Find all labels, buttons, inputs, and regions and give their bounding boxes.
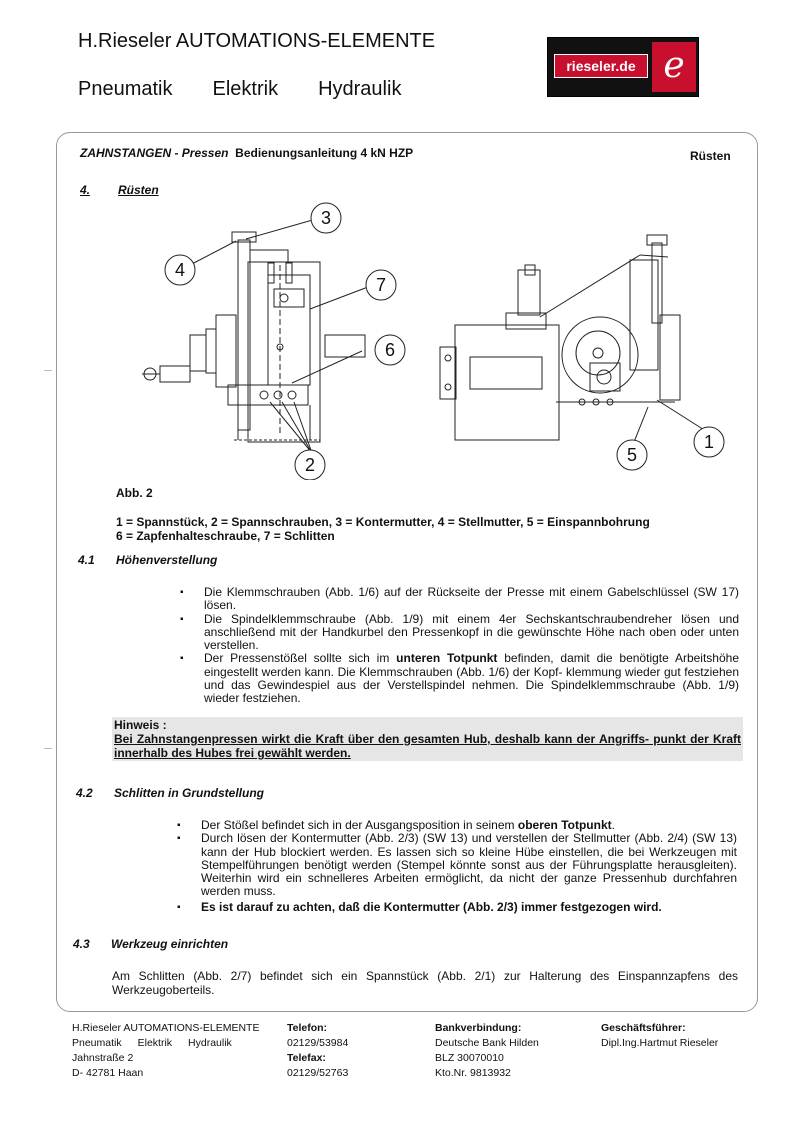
footer-bank-name: Deutsche Bank Hilden bbox=[435, 1037, 539, 1049]
footer-bank bbox=[435, 1021, 539, 1081]
footer-gf-label: Geschäftsführer: bbox=[601, 1022, 686, 1034]
figure-legend bbox=[116, 515, 650, 543]
footer-tel-label: Telefon: bbox=[287, 1022, 328, 1034]
list-item bbox=[180, 652, 739, 705]
footer-fax: 02129/52763 bbox=[287, 1067, 349, 1079]
document-title bbox=[80, 146, 413, 160]
company-name: H.Rieseler AUTOMATIONS-ELEMENTE bbox=[78, 30, 436, 52]
section-4-3-heading bbox=[73, 937, 228, 951]
list-item: ▪ Durch lösen der Kontermutter (Abb. 2/3) (SW 13) und verstellen der Stellmutter (Abb. 2/4) (SW 13) kann der Hub blockiert werden. Es lassen sich so kleine Hübe einstellen, die bei Werkzeugen mit Stempelführungen benötigt werden (Stempel könnte sonst aus der Führungsplatte herausgleiten). Weiterhin wird ein schnelleres Arbeiten ermöglicht, da nicht der ganze Pressenhub durchfahren werden muss. bbox=[177, 832, 737, 898]
footer-company: H.Rieseler AUTOMATIONS-ELEMENTE bbox=[72, 1022, 260, 1034]
callout-label-6: 6 bbox=[384, 340, 396, 360]
category-pneumatik: Pneumatik bbox=[78, 78, 173, 100]
section-4-2-list bbox=[177, 819, 737, 914]
text-run-bold: unteren Totpunkt bbox=[396, 651, 498, 666]
section-label: Rüsten bbox=[690, 149, 731, 163]
figure-caption: Abb. 2 bbox=[116, 486, 153, 500]
list-item bbox=[177, 819, 737, 832]
footer-address bbox=[72, 1021, 259, 1081]
section-4-1-heading bbox=[78, 553, 217, 567]
footer-category: Hydraulik bbox=[188, 1037, 232, 1049]
section-title: Schlitten in Grundstellung bbox=[114, 786, 264, 800]
footer-kto: Kto.Nr. 9813932 bbox=[435, 1067, 511, 1079]
section-number: 4. bbox=[80, 183, 91, 197]
list-item: ▪ Die Spindelklemmschraube (Abb. 1/9) mit einem 4er Sechskantschraubendreher lösen und anschließend mit der Handkurbel den Pressenkopf in die gewünschte Höhe nach oben oder unten verstellen. bbox=[180, 613, 739, 653]
section-number: 4.1 bbox=[78, 553, 95, 567]
section-4-2-heading bbox=[76, 786, 264, 800]
callout-label-2: 2 bbox=[304, 455, 316, 475]
list-item: ▪ Die Klemmschrauben (Abb. 1/6) auf der Rückseite der Presse mit einem Gabelschlüssel (SW 17) lösen. bbox=[180, 586, 739, 613]
section-number: 4.2 bbox=[76, 786, 93, 800]
callout-label-3: 3 bbox=[320, 208, 332, 228]
note-label: Hinweis : bbox=[114, 718, 167, 732]
text-run: Der Stößel befindet sich in der Ausgangsposition in seinem bbox=[201, 818, 518, 832]
text-run: Der Pressenstößel sollte sich im bbox=[204, 651, 397, 666]
category-elektrik: Elektrik bbox=[212, 78, 279, 100]
category-hydraulik: Hydraulik bbox=[318, 78, 402, 100]
footer-fax-label: Telefax: bbox=[287, 1052, 326, 1064]
document-title-product: ZAHNSTANGEN - Pressen bbox=[80, 146, 229, 160]
footer-categories bbox=[72, 1036, 259, 1051]
logo-e-mark: e bbox=[652, 42, 696, 92]
footer-phone bbox=[287, 1021, 348, 1081]
margin-mark bbox=[44, 748, 52, 749]
margin-mark bbox=[44, 370, 52, 371]
callout-labels bbox=[175, 208, 714, 475]
callout-label-5: 5 bbox=[626, 445, 638, 465]
footer-gf: Dipl.Ing.Hartmut Rieseler bbox=[601, 1037, 719, 1049]
logo-text: rieseler.de bbox=[554, 54, 648, 78]
technical-drawing bbox=[120, 195, 740, 480]
callout-label-1: 1 bbox=[703, 432, 715, 452]
text-run: befinden, damit die benötigte Arbeitshöhe eingestellt werden kann. Die Klemmschrauben (Abb. 1/6) der Kopf- klemmung wieder gut festziehen und das Gewindespiel aus der Verstellspindel nehmen. Die Spindelklemmschraube (Abb. 1/9) wieder festziehen. bbox=[204, 651, 739, 706]
section-title: Höhenverstellung bbox=[116, 553, 218, 567]
footer-city: D- 42781 Haan bbox=[72, 1067, 144, 1079]
section-number: 4.3 bbox=[73, 937, 90, 951]
text-run-bold: oberen Totpunkt bbox=[517, 818, 612, 832]
press-front-view bbox=[440, 235, 680, 440]
list-item: ▪ Es ist darauf zu achten, daß die Kontermutter (Abb. 2/3) immer festgezogen wird. bbox=[177, 901, 737, 914]
text-run: . bbox=[611, 818, 615, 832]
footer-bank-label: Bankverbindung: bbox=[435, 1022, 522, 1034]
callout-label-7: 7 bbox=[375, 275, 387, 295]
legend-line: 6 = Zapfenhalteschraube, 7 = Schlitten bbox=[116, 529, 335, 543]
company-logo bbox=[547, 37, 699, 97]
category-list bbox=[78, 78, 441, 101]
note-text: Bei Zahnstangenpressen wirkt die Kraft über den gesamten Hub, deshalb kann der Angriffs- punkt der Kraft innerhalb des Hubes frei gewählt werden. bbox=[114, 732, 741, 760]
footer-street: Jahnstraße 2 bbox=[72, 1052, 134, 1064]
callout-label-4: 4 bbox=[174, 260, 186, 280]
footer-blz: BLZ 30070010 bbox=[435, 1052, 504, 1064]
section-4-3-text: Am Schlitten (Abb. 2/7) befindet sich ein Spannstück (Abb. 2/1) zur Halterung des Einspannzapfens des Werkzeugoberteils. bbox=[112, 969, 738, 997]
footer-category: Elektrik bbox=[137, 1037, 173, 1049]
callouts bbox=[165, 203, 724, 480]
legend-line: 1 = Spannstück, 2 = Spannschrauben, 3 = Kontermutter, 4 = Stellmutter, 5 = Einspannbohrung bbox=[116, 515, 650, 529]
section-title: Werkzeug einrichten bbox=[111, 937, 229, 951]
footer-tel: 02129/53984 bbox=[287, 1037, 349, 1049]
section-4-1-list bbox=[180, 586, 739, 706]
section-title: Rüsten bbox=[118, 183, 159, 197]
footer-management bbox=[601, 1021, 718, 1051]
document-title-subject: Bedienungsanleitung 4 kN HZP bbox=[235, 146, 414, 160]
note-box bbox=[112, 717, 743, 761]
footer-category: Pneumatik bbox=[72, 1037, 122, 1049]
